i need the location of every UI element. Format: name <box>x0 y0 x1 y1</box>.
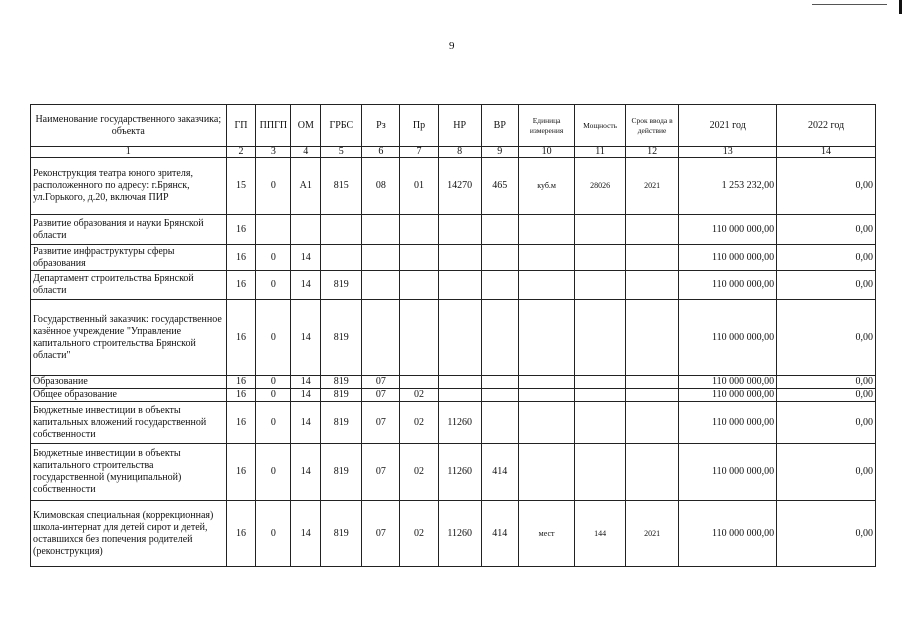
table-cell: 16 <box>226 402 256 444</box>
table-cell: 16 <box>226 376 256 389</box>
table-cell: куб.м <box>518 158 575 215</box>
column-header: ГП <box>226 105 256 147</box>
table-cell: 07 <box>362 444 400 501</box>
table-cell: 0 <box>256 444 291 501</box>
column-index-row <box>31 147 876 158</box>
table-cell <box>321 245 362 271</box>
table-cell <box>518 444 575 501</box>
table-cell: 819 <box>321 300 362 376</box>
column-header: ВР <box>481 105 518 147</box>
table-cell <box>575 271 625 300</box>
column-header: 2021 год <box>679 105 777 147</box>
table-cell <box>438 389 481 402</box>
column-header: ППГП <box>256 105 291 147</box>
table-cell <box>256 215 291 245</box>
table-cell: 465 <box>481 158 518 215</box>
table-cell: 0,00 <box>777 271 876 300</box>
table-cell: 0,00 <box>777 376 876 389</box>
table-cell: 110 000 000,00 <box>679 402 777 444</box>
column-header: Срок ввода в действие <box>625 105 679 147</box>
table-cell <box>481 215 518 245</box>
table-row <box>31 215 876 245</box>
table-cell <box>625 300 679 376</box>
row-name-cell: Развитие образования и науки Брянской области <box>31 215 227 245</box>
table-cell: 0,00 <box>777 300 876 376</box>
column-index: 12 <box>625 147 679 158</box>
table-cell: 07 <box>362 501 400 567</box>
table-cell: 02 <box>400 402 438 444</box>
table-cell <box>518 245 575 271</box>
table-cell <box>362 245 400 271</box>
table-cell <box>362 271 400 300</box>
table-cell <box>438 300 481 376</box>
table-cell <box>575 389 625 402</box>
table-cell <box>400 300 438 376</box>
table-cell <box>518 215 575 245</box>
row-name-cell: Образование <box>31 376 227 389</box>
table-cell <box>518 300 575 376</box>
table-cell <box>438 245 481 271</box>
table-cell <box>400 215 438 245</box>
column-index: 1 <box>31 147 227 158</box>
table-cell: 16 <box>226 271 256 300</box>
table-cell: 01 <box>400 158 438 215</box>
table-cell: 15 <box>226 158 256 215</box>
table-cell <box>438 215 481 245</box>
table-cell <box>518 376 575 389</box>
table-cell: 11260 <box>438 444 481 501</box>
table-cell: 1 253 232,00 <box>679 158 777 215</box>
table-cell: 819 <box>321 389 362 402</box>
table-cell: 815 <box>321 158 362 215</box>
table-cell <box>481 300 518 376</box>
table-cell <box>400 271 438 300</box>
table-cell <box>575 215 625 245</box>
table-row <box>31 389 876 402</box>
table-cell: 0,00 <box>777 389 876 402</box>
table-cell <box>291 215 321 245</box>
table-cell: 110 000 000,00 <box>679 215 777 245</box>
table-cell <box>400 376 438 389</box>
table-cell <box>625 402 679 444</box>
table-cell: 110 000 000,00 <box>679 300 777 376</box>
table-cell <box>481 271 518 300</box>
table-cell: 11260 <box>438 402 481 444</box>
column-index: 11 <box>575 147 625 158</box>
table-cell: 0,00 <box>777 158 876 215</box>
table-cell: 07 <box>362 402 400 444</box>
column-index: 13 <box>679 147 777 158</box>
column-index: 10 <box>518 147 575 158</box>
scan-edge-line <box>812 4 887 5</box>
page-number: 9 <box>449 40 455 52</box>
table-cell: 0 <box>256 501 291 567</box>
table-row <box>31 271 876 300</box>
table-cell: 14 <box>291 389 321 402</box>
table-cell <box>575 376 625 389</box>
table-cell: 14 <box>291 501 321 567</box>
column-index: 9 <box>481 147 518 158</box>
row-name-cell: Развитие инфраструктуры сферы образования <box>31 245 227 271</box>
header-row <box>31 105 876 147</box>
table-row <box>31 158 876 215</box>
table-cell: 11260 <box>438 501 481 567</box>
table-cell: 819 <box>321 501 362 567</box>
table-cell: 16 <box>226 300 256 376</box>
column-header: Наименование государственного заказчика; объекта <box>31 105 227 147</box>
table-cell: 819 <box>321 376 362 389</box>
row-name-cell: Бюджетные инвестиции в объекты капитальных вложений государственной собственности <box>31 402 227 444</box>
budget-table <box>30 104 876 567</box>
column-index: 7 <box>400 147 438 158</box>
table-cell: 14 <box>291 300 321 376</box>
table-cell: 110 000 000,00 <box>679 245 777 271</box>
table-cell: 07 <box>362 376 400 389</box>
table-row <box>31 402 876 444</box>
table-cell: 0,00 <box>777 402 876 444</box>
column-header: ГРБС <box>321 105 362 147</box>
table-cell: 14 <box>291 376 321 389</box>
table-cell: 0,00 <box>777 215 876 245</box>
table-cell: 16 <box>226 444 256 501</box>
table-cell: 14 <box>291 245 321 271</box>
table-cell: мест <box>518 501 575 567</box>
table-cell: 0,00 <box>777 444 876 501</box>
table-cell: 110 000 000,00 <box>679 501 777 567</box>
table-cell: 0,00 <box>777 501 876 567</box>
table-cell: 414 <box>481 501 518 567</box>
column-index: 8 <box>438 147 481 158</box>
table-cell: А1 <box>291 158 321 215</box>
table-row <box>31 300 876 376</box>
table-cell <box>625 444 679 501</box>
table-row <box>31 245 876 271</box>
table-cell <box>438 376 481 389</box>
table-cell: 0 <box>256 402 291 444</box>
column-index: 3 <box>256 147 291 158</box>
table-cell <box>575 402 625 444</box>
table-cell: 16 <box>226 501 256 567</box>
table-cell: 08 <box>362 158 400 215</box>
table-cell <box>481 402 518 444</box>
table-cell: 0 <box>256 271 291 300</box>
table-cell <box>518 271 575 300</box>
table-cell <box>625 389 679 402</box>
table-cell: 144 <box>575 501 625 567</box>
table-cell: 14 <box>291 444 321 501</box>
column-header: Рз <box>362 105 400 147</box>
row-name-cell: Общее образование <box>31 389 227 402</box>
column-index: 2 <box>226 147 256 158</box>
row-name-cell: Бюджетные инвестиции в объекты капитального строительства государственной (муниципальной) собственности <box>31 444 227 501</box>
column-header: Мощность <box>575 105 625 147</box>
table-cell: 0 <box>256 389 291 402</box>
table-cell: 0 <box>256 300 291 376</box>
column-header: ОМ <box>291 105 321 147</box>
column-header: 2022 год <box>777 105 876 147</box>
column-index: 5 <box>321 147 362 158</box>
table-cell: 14270 <box>438 158 481 215</box>
table-cell: 14 <box>291 271 321 300</box>
row-name-cell: Государственный заказчик: государственное казённое учреждение "Управление капитального строительства Брянской области" <box>31 300 227 376</box>
table-cell <box>481 245 518 271</box>
table-cell <box>481 389 518 402</box>
table-cell: 0,00 <box>777 245 876 271</box>
table-cell: 819 <box>321 402 362 444</box>
table-cell: 16 <box>226 215 256 245</box>
table-cell: 819 <box>321 271 362 300</box>
table-cell <box>400 245 438 271</box>
scan-edge-mark <box>899 0 902 14</box>
table-cell <box>321 215 362 245</box>
column-header: Единица измерения <box>518 105 575 147</box>
column-index: 14 <box>777 147 876 158</box>
table-cell <box>481 376 518 389</box>
row-name-cell: Департамент строительства Брянской области <box>31 271 227 300</box>
table-row <box>31 444 876 501</box>
table-row <box>31 376 876 389</box>
table-cell: 16 <box>226 389 256 402</box>
table-cell <box>575 300 625 376</box>
table-cell: 110 000 000,00 <box>679 376 777 389</box>
table-cell: 28026 <box>575 158 625 215</box>
table-cell: 110 000 000,00 <box>679 271 777 300</box>
table-cell: 819 <box>321 444 362 501</box>
table-cell <box>625 215 679 245</box>
table-cell: 02 <box>400 501 438 567</box>
table-cell: 2021 <box>625 158 679 215</box>
table-row <box>31 501 876 567</box>
table-cell: 14 <box>291 402 321 444</box>
column-index: 4 <box>291 147 321 158</box>
table-cell <box>362 215 400 245</box>
table-cell <box>362 300 400 376</box>
column-header: НР <box>438 105 481 147</box>
table-cell: 02 <box>400 444 438 501</box>
table-cell <box>518 402 575 444</box>
table-cell <box>575 245 625 271</box>
table-cell <box>625 271 679 300</box>
table-cell <box>575 444 625 501</box>
table-cell <box>438 271 481 300</box>
column-header: Пр <box>400 105 438 147</box>
table-cell: 0 <box>256 245 291 271</box>
table-cell: 110 000 000,00 <box>679 444 777 501</box>
table-cell: 16 <box>226 245 256 271</box>
table-cell: 07 <box>362 389 400 402</box>
row-name-cell: Реконструкция театра юного зрителя, расположенного по адресу: г.Брянск, ул.Горького, д.20, включая ПИР <box>31 158 227 215</box>
table-cell <box>625 376 679 389</box>
table-cell: 0 <box>256 158 291 215</box>
table-cell <box>625 245 679 271</box>
table-body <box>31 158 876 567</box>
table-cell: 2021 <box>625 501 679 567</box>
table-cell: 414 <box>481 444 518 501</box>
table-cell <box>518 389 575 402</box>
table-cell: 0 <box>256 376 291 389</box>
column-index: 6 <box>362 147 400 158</box>
table-cell: 02 <box>400 389 438 402</box>
table-cell: 110 000 000,00 <box>679 389 777 402</box>
row-name-cell: Климовская специальная (коррекционная) школа-интернат для детей сирот и детей, оставшихся без попечения родителей (реконструкция) <box>31 501 227 567</box>
